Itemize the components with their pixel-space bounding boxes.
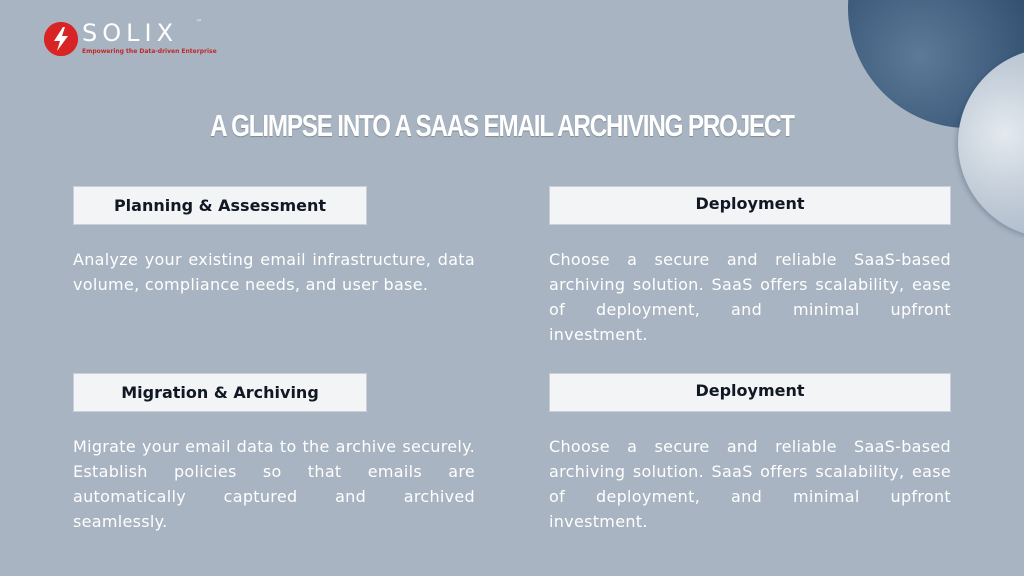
solix-logo: [44, 18, 224, 62]
heading-deployment-bottom: Deployment: [549, 373, 951, 412]
trademark-symbol: ™: [196, 19, 202, 26]
heading-deployment-top: Deployment: [549, 186, 951, 225]
logo-tagline: Empowering the Data-driven Enterprise: [82, 48, 217, 55]
lightning-bolt-icon: [44, 22, 78, 56]
logo-wordmark: SOLIX: [82, 19, 179, 47]
body-planning-assessment: Analyze your existing email infrastructure, data volume, compliance needs, and user base.: [73, 250, 475, 294]
page-title: A GLIMPSE INTO A SAAS EMAIL ARCHIVING PROJECT: [210, 108, 794, 143]
body-deployment-bottom: Choose a secure and reliable SaaS-based archiving solution. SaaS offers scalability, ease of deployment, and minimal upfront investment.: [549, 437, 951, 531]
heading-planning-assessment: Planning & Assessment: [73, 186, 367, 225]
heading-migration-archiving: Migration & Archiving: [73, 373, 367, 412]
body-deployment-top: Choose a secure and reliable SaaS-based archiving solution. SaaS offers scalability, ease of deployment, and minimal upfront investment.: [549, 250, 951, 344]
body-migration-archiving: Migrate your email data to the archive securely. Establish policies so that emails are automatically captured and archived seamlessly.: [73, 437, 475, 531]
